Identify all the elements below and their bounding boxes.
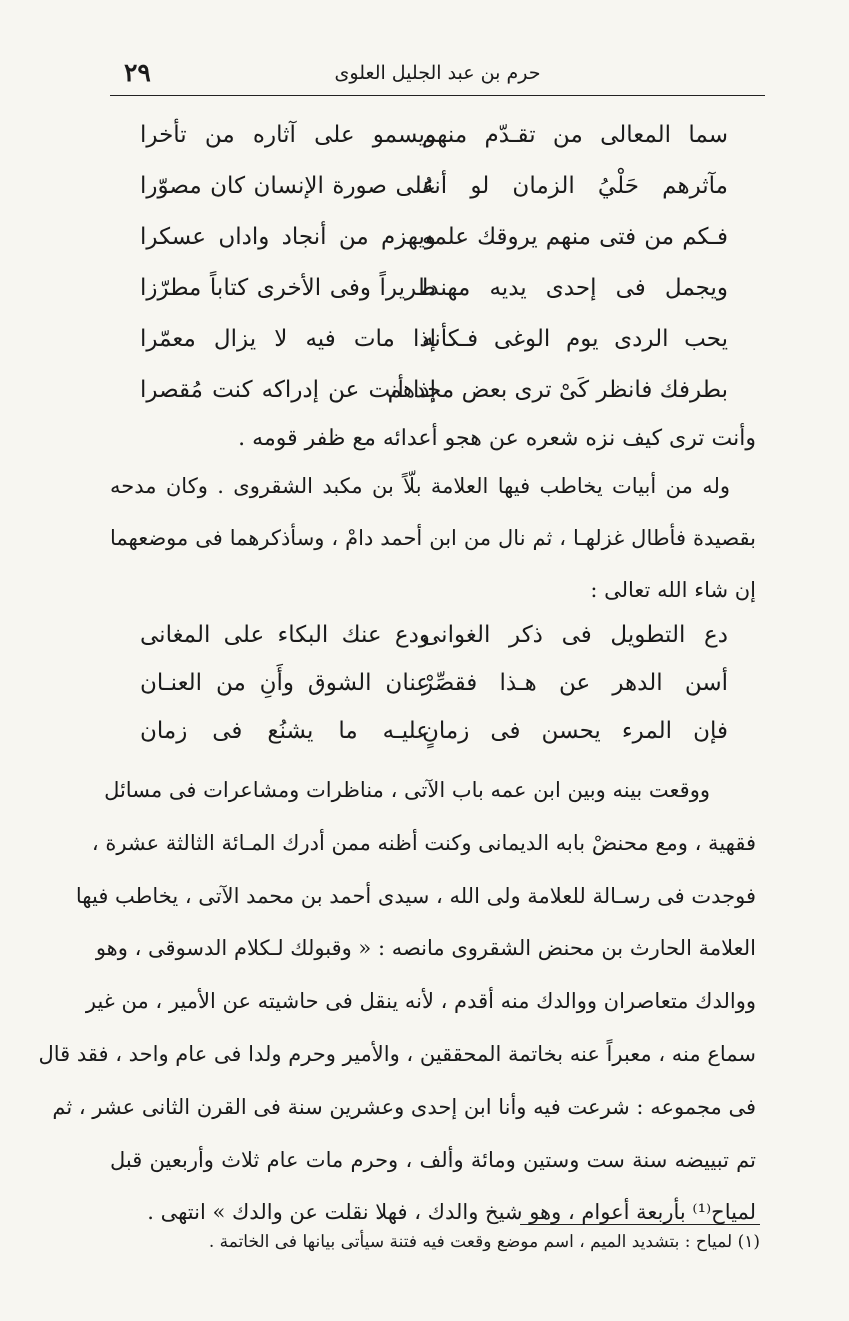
second-hemistich: ودع عنك البكاء على المغانى xyxy=(140,622,430,648)
page-number: ٢٩ xyxy=(124,58,151,87)
paragraph-3 xyxy=(38,778,756,1253)
second-hemistich: ويهزم من أنجاد واداں عسكرا xyxy=(140,224,436,250)
second-hemistich: طريراً وفى الأخرى كتاباً مطرّزا xyxy=(140,275,436,301)
paragraph-2 xyxy=(110,474,756,630)
header-rule xyxy=(110,95,765,96)
first-hemistich: مآثرهم حَلْيُ الزمان لو أنهُ xyxy=(422,173,728,199)
verse-row xyxy=(110,377,728,428)
verse-row xyxy=(110,670,728,718)
verse-row xyxy=(110,718,728,766)
paragraph-1 xyxy=(110,426,756,474)
text-line: وأنت ترى كيف نزه شعره عن هجو أعدائه مع ظفر قومه . xyxy=(238,426,756,451)
text-line: تم تبييضه سنة ست وستين ومائة وألف ، وحرم مات عام ثلاث وأربعين قبل xyxy=(110,1147,756,1172)
verse-row xyxy=(110,224,728,275)
verse-row xyxy=(110,326,728,377)
first-hemistich: فإن المرء يحسن فى زمانٍ xyxy=(422,718,728,744)
text-line: لمياح⁽¹⁾ بأربعة أعوام ، وهو شيخ والدك ، فهلا نقلت عن والدك » انتهى . xyxy=(147,1200,756,1225)
first-hemistich: أسن الدهر عن هـذا فقصِّرْ xyxy=(422,670,728,696)
second-hemistich: عنان الشوق وأَنِ من العنـان xyxy=(140,670,430,696)
text-line: إن شاء الله تعالى : xyxy=(590,578,756,602)
first-hemistich: فـكم من فتى منهم يروقك علمه xyxy=(422,224,728,250)
text-line: فى مجموعه : شرعت فيه وأنا ابن إحدى وعشرين سنة فى القرن الثانى عشر ، ثم xyxy=(52,1094,756,1119)
verse-row xyxy=(110,275,728,326)
text-line: فقهية ، ومع محنضْ بابه الديمانى وكنت أظنه ممن أدرك المـائة الثالثة عشرة ، xyxy=(91,830,756,855)
second-hemistich: ويسمو على آثاره من تأخرا xyxy=(140,122,436,148)
text-line: ووالدك متعاصران ووالدك منه أقدم ، لأنه ينقل فى حاشيته عن الأمير ، من غير xyxy=(85,989,756,1014)
second-hemistich: عليـه ما يشنُع فى زمان xyxy=(140,718,430,744)
text-line: بقصيدة فأطال غزلهـا ، ثم نال من ابن أحمد دامْ ، وسأذكرهما فى موضعهما xyxy=(110,526,756,550)
verse-row xyxy=(110,622,728,670)
text-line: وله من أبيات يخاطب فيها العلامة بلّاً بن مكبد الشقروى . وكان مدحه xyxy=(110,474,730,498)
second-hemistich: إذا مات فيه لا يزال معمّرا xyxy=(140,326,436,352)
first-hemistich: بطرفك فانظر كَىْ ترى بعض مجدهم xyxy=(387,377,728,403)
first-hemistich: دع التطويل فى ذكر الغوانى xyxy=(422,622,728,648)
running-title: حرم بن عبد الجليل العلوى xyxy=(334,62,541,84)
poem-block-2 xyxy=(110,622,728,766)
page-header xyxy=(110,58,765,98)
text-line: سماع منه ، معبراً عنه بخاتمة المحققين ، والأمير وحرم ولدا فى عام واحد ، فقد قال xyxy=(38,1041,756,1066)
verse-row xyxy=(110,173,728,224)
first-hemistich: ويجمل فى إحدى يديه مهندا xyxy=(422,275,728,301)
second-hemistich: على صورة الإنسان كان مصوّرا xyxy=(140,173,436,199)
poem-block-1 xyxy=(110,122,728,428)
text-line: العلامة الحارث بن محنض الشقروى مانصه : « وقبولك لـكلام الدسوقى ، وهو xyxy=(95,936,756,961)
first-hemistich: سما المعالى من تقـدّم منهم xyxy=(422,122,728,148)
verse-row xyxy=(110,122,728,173)
footnote-rule xyxy=(520,1224,760,1225)
footnote: (١) لمياح : بتشديد الميم ، اسم موضع وقعت فيه فتنة سيأتى بيانها فى الخاتمة . xyxy=(208,1232,760,1252)
first-hemistich: يحب الردى يوم الوغى فـكأنه xyxy=(422,326,728,352)
text-line: فوجدت فى رسـالة للعلامة ولى الله ، سيدى أحمد بن محمد الآتى ، يخاطب فيها xyxy=(75,883,756,908)
second-hemistich: إذا أنت عن إدراكه كنت مُقصرا xyxy=(140,377,436,403)
text-line: ووقعت بينه وبين ابن عمه باب الآتى ، مناظرات ومشاعرات فى مسائل xyxy=(104,778,710,802)
